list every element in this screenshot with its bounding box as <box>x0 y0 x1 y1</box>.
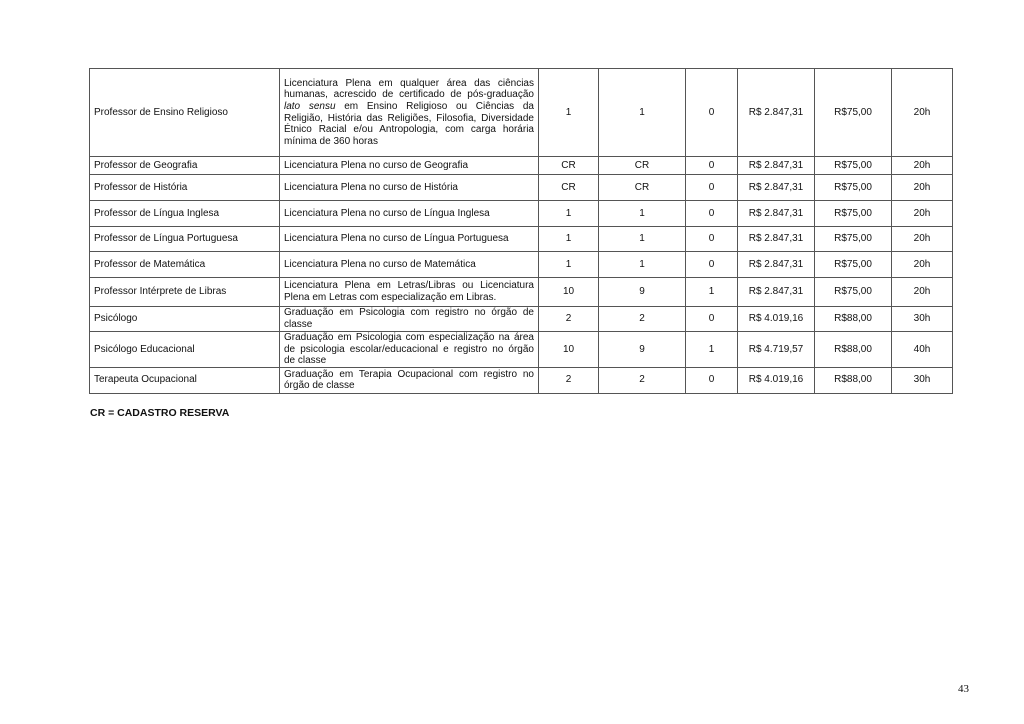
cell-requisitos <box>280 69 539 157</box>
cell-ampla: CR <box>599 157 686 175</box>
requisito-text: Graduação em Psicologia com especialização na área de psicologia escolar/educacional e registro no órgão de classe <box>284 332 534 367</box>
cell-ampla: 2 <box>599 367 686 393</box>
requisito-text: Licenciatura Plena no curso de Língua Portuguesa <box>284 233 509 245</box>
cell-vagas: 10 <box>539 332 599 368</box>
requisito-text: Licenciatura Plena no curso de Língua Inglesa <box>284 207 490 219</box>
cell-ampla: 1 <box>599 201 686 227</box>
cell-taxa: R$75,00 <box>815 252 892 278</box>
cell-pcd: 0 <box>686 175 738 201</box>
cell-vencimento: R$ 2.847,31 <box>738 69 815 157</box>
cell-requisitos <box>280 367 539 393</box>
table-row <box>90 227 953 252</box>
cell-pcd: 0 <box>686 157 738 175</box>
table-row <box>90 201 953 227</box>
cell-ampla: 9 <box>599 278 686 307</box>
cell-requisitos <box>280 332 539 368</box>
table-row <box>90 278 953 307</box>
table-row <box>90 175 953 201</box>
cell-vencimento: R$ 2.847,31 <box>738 157 815 175</box>
cell-ampla: 1 <box>599 252 686 278</box>
cell-cargo: Psicólogo <box>90 307 280 332</box>
cell-vagas: CR <box>539 175 599 201</box>
cell-taxa: R$75,00 <box>815 227 892 252</box>
cell-vencimento: R$ 2.847,31 <box>738 252 815 278</box>
cell-ampla: 9 <box>599 332 686 368</box>
cell-requisitos <box>280 201 539 227</box>
cell-vencimento: R$ 4.719,57 <box>738 332 815 368</box>
cell-carga-horaria: 20h <box>892 69 953 157</box>
cell-requisitos <box>280 227 539 252</box>
cell-ampla: 1 <box>599 227 686 252</box>
cell-vencimento: R$ 2.847,31 <box>738 175 815 201</box>
cell-taxa: R$75,00 <box>815 175 892 201</box>
requisito-text: Licenciatura Plena no curso de Geografia <box>284 159 469 171</box>
cell-requisitos <box>280 175 539 201</box>
cell-vencimento: R$ 4.019,16 <box>738 307 815 332</box>
table-row <box>90 69 953 157</box>
cell-vagas: 1 <box>539 69 599 157</box>
cell-pcd: 0 <box>686 252 738 278</box>
cell-pcd: 0 <box>686 227 738 252</box>
cell-requisitos <box>280 278 539 307</box>
cell-ampla: 2 <box>599 307 686 332</box>
cell-carga-horaria: 30h <box>892 307 953 332</box>
cell-requisitos <box>280 157 539 175</box>
cell-vagas: CR <box>539 157 599 175</box>
cell-ampla: 1 <box>599 69 686 157</box>
cell-cargo: Professor de Língua Inglesa <box>90 201 280 227</box>
cell-pcd: 0 <box>686 367 738 393</box>
cell-carga-horaria: 20h <box>892 227 953 252</box>
footnote: CR = CADASTRO RESERVA <box>90 407 230 419</box>
cell-carga-horaria: 20h <box>892 201 953 227</box>
cell-cargo: Professor de Geografia <box>90 157 280 175</box>
cell-vagas: 2 <box>539 307 599 332</box>
cell-cargo: Professor de Ensino Religioso <box>90 69 280 157</box>
cell-taxa: R$88,00 <box>815 307 892 332</box>
requisito-text: lato sensu <box>284 100 336 112</box>
cell-pcd: 1 <box>686 332 738 368</box>
cell-carga-horaria: 20h <box>892 278 953 307</box>
requisito-text: Graduação em Terapia Ocupacional com registro no órgão de classe <box>284 368 534 392</box>
cell-carga-horaria: 20h <box>892 157 953 175</box>
cell-cargo: Professor de Língua Portuguesa <box>90 227 280 252</box>
cell-requisitos <box>280 307 539 332</box>
cell-taxa: R$88,00 <box>815 367 892 393</box>
table-row <box>90 367 953 393</box>
cell-ampla: CR <box>599 175 686 201</box>
cell-pcd: 0 <box>686 307 738 332</box>
cell-carga-horaria: 30h <box>892 367 953 393</box>
table-row <box>90 252 953 278</box>
requisito-text: Licenciatura Plena no curso de História <box>284 181 458 193</box>
positions-table <box>89 68 953 394</box>
table-row <box>90 307 953 332</box>
cell-carga-horaria: 20h <box>892 252 953 278</box>
cell-vagas: 1 <box>539 201 599 227</box>
cell-vencimento: R$ 2.847,31 <box>738 278 815 307</box>
table-row <box>90 332 953 368</box>
cell-cargo: Terapeuta Ocupacional <box>90 367 280 393</box>
cell-vagas: 10 <box>539 278 599 307</box>
cell-pcd: 0 <box>686 201 738 227</box>
page-number: 43 <box>958 683 969 695</box>
cell-requisitos <box>280 252 539 278</box>
cell-vencimento: R$ 2.847,31 <box>738 201 815 227</box>
cell-cargo: Psicólogo Educacional <box>90 332 280 368</box>
requisito-text: Licenciatura Plena em qualquer área das ciências humanas, acrescido de certificado de pós-graduação <box>284 77 534 101</box>
cell-cargo: Professor Intérprete de Libras <box>90 278 280 307</box>
cell-taxa: R$88,00 <box>815 332 892 368</box>
cell-vencimento: R$ 2.847,31 <box>738 227 815 252</box>
requisito-text: Licenciatura Plena no curso de Matemática <box>284 258 476 270</box>
cell-vencimento: R$ 4.019,16 <box>738 367 815 393</box>
cell-taxa: R$75,00 <box>815 157 892 175</box>
requisito-text: em Ensino Religioso ou Ciências da Religião, História das Religiões, Filosofia, Diversidade Étnico Racial e/ou Antropologia, com carga horária mínima de 360 horas <box>284 100 534 147</box>
cell-carga-horaria: 40h <box>892 332 953 368</box>
cell-taxa: R$75,00 <box>815 69 892 157</box>
cell-vagas: 1 <box>539 227 599 252</box>
cell-taxa: R$75,00 <box>815 201 892 227</box>
cell-pcd: 0 <box>686 69 738 157</box>
cell-cargo: Professor de Matemática <box>90 252 280 278</box>
cell-cargo: Professor de História <box>90 175 280 201</box>
cell-vagas: 2 <box>539 367 599 393</box>
cell-pcd: 1 <box>686 278 738 307</box>
table-row <box>90 157 953 175</box>
cell-vagas: 1 <box>539 252 599 278</box>
cell-carga-horaria: 20h <box>892 175 953 201</box>
requisito-text: Licenciatura Plena em Letras/Libras ou Licenciatura Plena em Letras com especialização em Libras. <box>284 280 534 303</box>
requisito-text: Graduação em Psicologia com registro no órgão de classe <box>284 307 534 330</box>
cell-taxa: R$75,00 <box>815 278 892 307</box>
